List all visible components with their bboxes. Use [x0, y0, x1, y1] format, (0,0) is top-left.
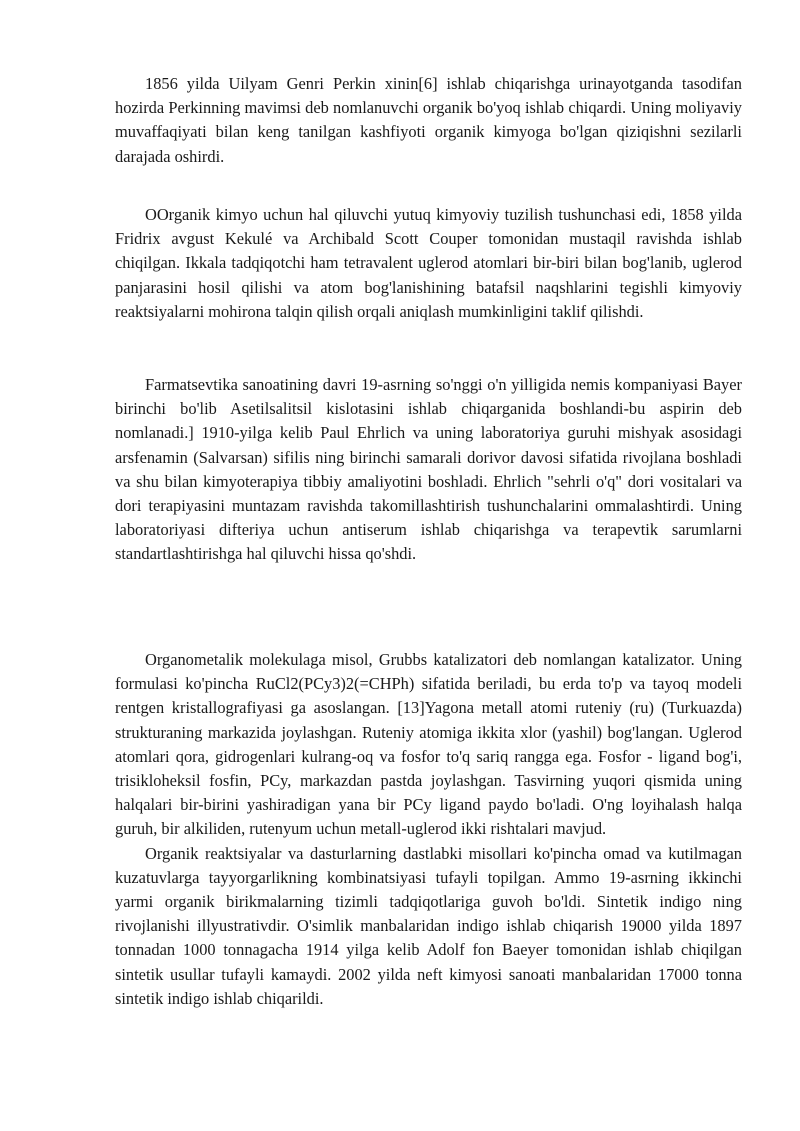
- paragraph-text: Organometalik molekulaga misol, Grubbs katalizatori deb nomlangan katalizator. Uning formulasi ko'pincha RuCl2(PCy3)2(=CHPh) sifatida beriladi, bu erda to'p va tayoq modeli rentgen kristallografiyasi ga asoslangan. [13]Yagona metall atomi ruteniy (ru) (Turkuazda) strukturaning markazida joylashgan. Ruteniy atomiga ikkita xlor (yashil) bog'langan. Uglerod atomlari qora, gidrogenlari kulrang-oq va fosfor to'q sariq rangga ega. Fosfor - ligand bog'i, trisikloheksil fosfin, PCy, markazdan pastda joylashgan. Tasvirning yuqori qismida uning halqalari bir-birini yashiradigan yana bir PCy ligand paydo bo'ladi. O'ng loyihalash halqa guruh, bir alkiliden, rutenyum uchun metall-uglerod ikki rishtalari mavjud.: [115, 650, 742, 839]
- paragraph-perkin: [115, 72, 742, 169]
- paragraphs-organometallic-and-synthesis: [115, 648, 742, 1011]
- paragraph-text: 1856 yilda Uilyam Genri Perkin xinin[6] ishlab chiqarishga urinayotganda tasodifan hozirda Perkinning mavimsi deb nomlanuvchi organik bo'yoq ishlab chiqardi. Uning moliyaviy muvaffaqiyati bilan keng tanilgan kashfiyoti organik kimyoga bo'lgan qiziqishni sezilarli darajada oshirdi.: [115, 74, 742, 166]
- paragraph-pharmaceutical-industry: [115, 373, 742, 567]
- paragraph-chemical-structure: [115, 203, 742, 324]
- paragraph-text: OOrganik kimyo uchun hal qiluvchi yutuq kimyoviy tuzilish tushunchasi edi, 1858 yilda Fridrix avgust Kekulé va Archibald Scott Couper tomonidan mustaqil ravishda ishlab chiqilgan. Ikkala tadqiqotchi ham tetravalent uglerod atomlari bir-biri bilan bog'lanib, uglerod panjarasini hosil qilishi va atom bog'lanishining batafsil naqshlarini tegishli kimyoviy reaktsiyalarni mohirona talqin qilish orqali aniqlash mumkinligini taklif qilishdi.: [115, 205, 742, 321]
- paragraph-text: Farmatsevtika sanoatining davri 19-asrning so'nggi o'n yilligida nemis kompaniyasi Bayer birinchi bo'lib Asetilsalitsil kislotasini ishlab chiqarganida boshlandi-bu aspirin deb nomlanadi.] 1910-yilga kelib Paul Ehrlich va uning laboratoriya guruhi mishyak asosidagi arsfenamin (Salvarsan) sifilis ning birinchi samarali dorivor davosi sifatida rivojlana boshladi va shu bilan kimyoterapiya tibbiy amaliyotini boshladi. Ehrlich "sehrli o'q" dori vositalari va dori terapiyasini muntazam ravishda takomillashtirish tushunchalarini ommalashtirdi. Uning laboratoriyasi difteriya uchun antiserum ishlab chiqarishga va terapevtik sarumlarni standartlashtirishga hal qiluvchi hissa qo'shdi.: [115, 375, 742, 564]
- paragraph-text: Organik reaktsiyalar va dasturlarning dastlabki misollari ko'pincha omad va kutilmagan kuzatuvlarga tayyorgarlikning kombinatsiyasi tufayli topilgan. Ammo 19-asrning ikkinchi yarmi organik birikmalarning tizimli tadqiqotlariga guvoh bo'ldi. Sintetik indigo ning rivojlanishi illyustrativdir. O'simlik manbalaridan indigo ishlab chiqarish 19000 yilda 1897 tonnadan 1000 tonnagacha 1914 yilga kelib Adolf fon Baeyer tomonidan ishlab chiqilgan sintetik usullar tufayli kamaydi. 2002 yilda neft kimyosi sanoati manbalaridan 17000 tonna sintetik indigo ishlab chiqarildi.: [115, 843, 742, 1008]
